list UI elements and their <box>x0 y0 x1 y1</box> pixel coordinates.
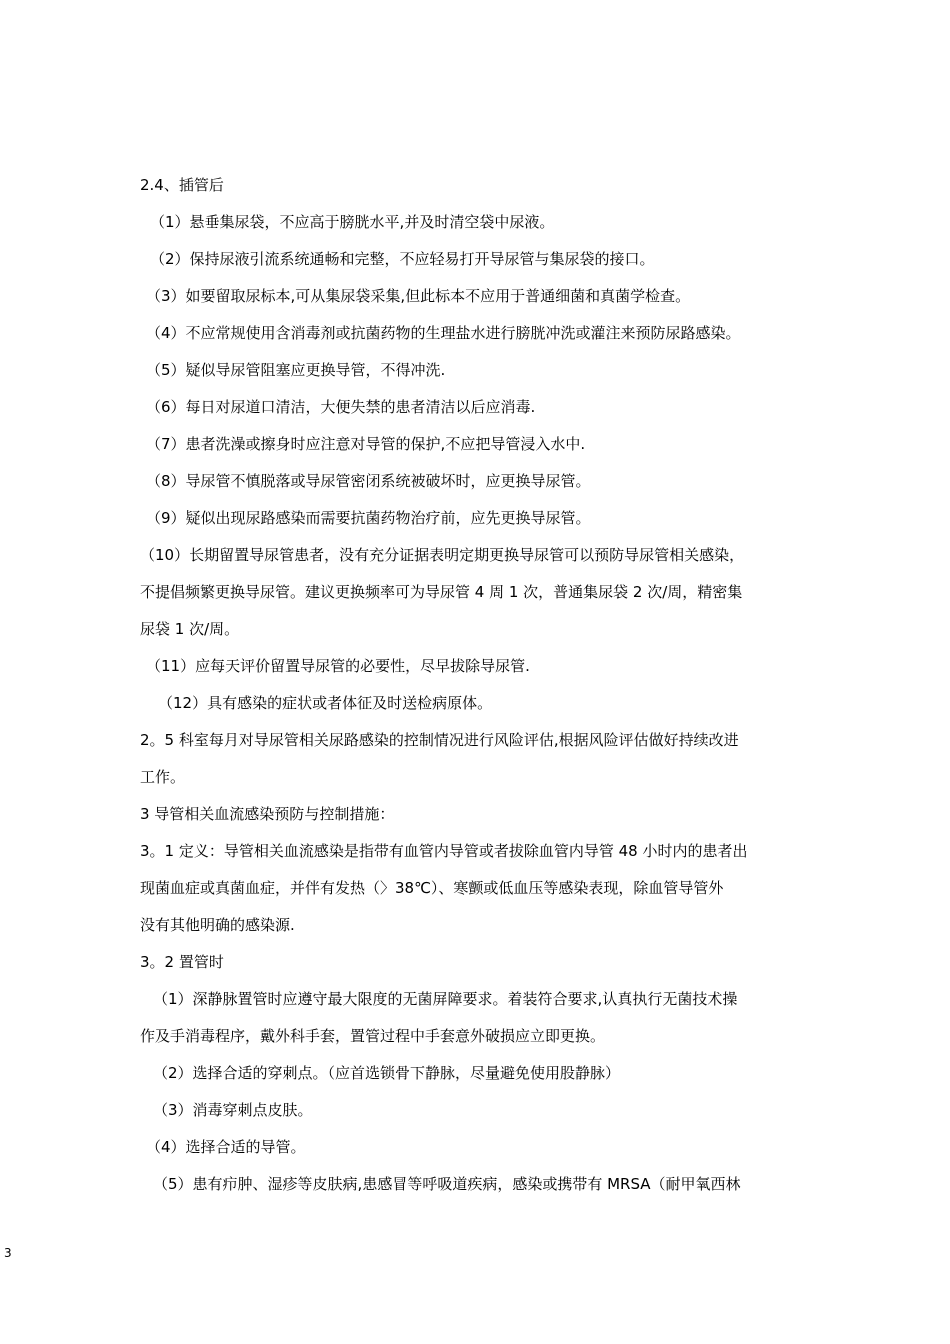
list-item-2: （2）保持尿液引流系统通畅和完整，不应轻易打开导尿管与集尿袋的接口。 <box>150 250 655 268</box>
list-item-1: （1）悬垂集尿袋，不应高于膀胱水平,并及时清空袋中尿液。 <box>150 213 555 231</box>
list-item-6: （6）每日对尿道口清洁，大便失禁的患者清洁以后应消毒. <box>146 398 536 416</box>
section-3-1-cont-1: 现菌血症或真菌血症，并伴有发热（〉38℃）、寒颤或低血压等感染表现，除血管导管外 <box>140 879 724 897</box>
section-2-5: 2。5 科室每月对导尿管相关尿路感染的控制情况进行风险评估,根据风险评估做好持续改进 <box>140 731 739 749</box>
list-item-5: （5）疑似导尿管阻塞应更换导管，不得冲洗. <box>146 361 446 379</box>
section-3-1: 3。1 定义：导管相关血流感染是指带有血管内导管或者拔除血管内导管 48 小时内的患者出 <box>140 842 748 860</box>
list-item-3: （3）如要留取尿标本,可从集尿袋采集,但此标本不应用于普通细菌和真菌学检查。 <box>146 287 691 305</box>
list-item-4: （4）不应常规使用含消毒剂或抗菌药物的生理盐水进行膀胱冲洗或灌注来预防尿路感染。 <box>146 324 741 342</box>
sub-item-3: （3）消毒穿刺点皮肤。 <box>153 1101 313 1119</box>
sub-item-2: （2）选择合适的穿刺点。（应首选锁骨下静脉，尽量避免使用股静脉） <box>153 1064 621 1082</box>
sub-item-5: （5）患有疖肿、湿疹等皮肤病,患感冒等呼吸道疾病，感染或携带有 MRSA（耐甲氧西林 <box>153 1175 741 1193</box>
section-heading-2-4: 2.4、插管后 <box>140 176 224 194</box>
list-item-10-cont-2: 尿袋 1 次/周。 <box>140 620 240 638</box>
section-heading-3-2: 3。2 置管时 <box>140 953 224 971</box>
section-2-5-cont: 工作。 <box>140 768 186 786</box>
list-item-8: （8）导尿管不慎脱落或导尿管密闭系统被破坏时，应更换导尿管。 <box>146 472 591 490</box>
list-item-10: （10）长期留置导尿管患者，没有充分证据表明定期更换导尿管可以预防导尿管相关感染， <box>140 546 745 564</box>
sub-item-4: （4）选择合适的导管。 <box>146 1138 306 1156</box>
section-3-1-cont-2: 没有其他明确的感染源. <box>140 916 295 934</box>
list-item-12: （12）具有感染的症状或者体征及时送检病原体。 <box>158 694 493 712</box>
list-item-7: （7）患者洗澡或擦身时应注意对导管的保护,不应把导管浸入水中. <box>146 435 586 453</box>
sub-item-1: （1）深静脉置管时应遵守最大限度的无菌屏障要求。着装符合要求,认真执行无菌技术操 <box>153 990 738 1008</box>
list-item-11: （11）应每天评价留置导尿管的必要性，尽早拔除导尿管. <box>146 657 530 675</box>
list-item-9: （9）疑似出现尿路感染而需要抗菌药物治疗前，应先更换导尿管。 <box>146 509 591 527</box>
page-number: 3 <box>4 1246 12 1260</box>
section-heading-3: 3 导管相关血流感染预防与控制措施： <box>140 805 395 823</box>
sub-item-1-cont: 作及手消毒程序，戴外科手套，置管过程中手套意外破损应立即更换。 <box>140 1027 606 1045</box>
list-item-10-cont-1: 不提倡频繁更换导尿管。建议更换频率可为导尿管 4 周 1 次，普通集尿袋 2 次/周，精密集 <box>140 583 743 601</box>
